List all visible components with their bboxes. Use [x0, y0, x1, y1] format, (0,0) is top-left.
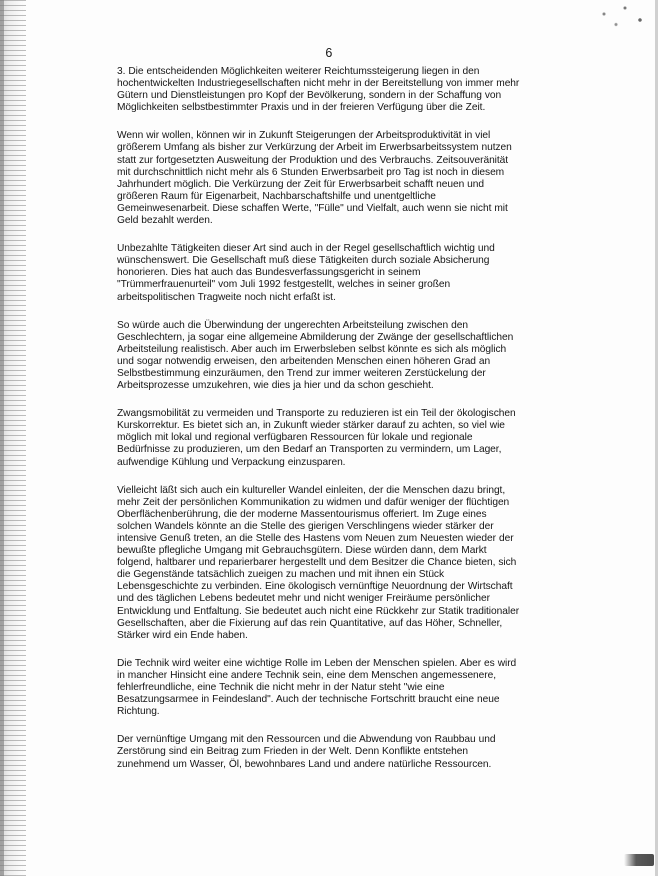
document-body	[117, 66, 521, 787]
paragraph-arbeitsteilung: So würde auch die Überwindung der ungerechten Arbeitsteilung zwischen den Geschlechtern, ja sogar eine allgemeine Abmilderung der Zwänge der gesellschaftlichen Arbeitsteilung realistisch. Aber auch im Erwerbsleben selbst könnte es sich als möglich und sogar notwendig erweisen, den arbeitenden Menschen einen höheren Grad an Selbstbestimmung einzuräumen, den Trend zur immer weiteren Zerstückelung der Arbeitsprozesse umzukehren, wie dies ja hier und da schon geschieht.	[117, 319, 514, 392]
paragraph-kultureller-wandel: Vielleicht läßt sich auch ein kultureller Wandel einleiten, der die Menschen dazu bringt, mehr Zeit der persönlichen Kommunikation zu widmen und dafür weniger der flüchtigen Oberflächenberührung, die der moderne Massentourismus offeriert. Im Zuge eines solchen Wandels könnte an die Stelle des gierigen Verschlingens wieder stärker der intensive Genuß treten, an die Stelle des Hastens vom Neuen zum Neuesten wieder der bewußte pflegliche Umgang mit Gebrauchsgütern. Diese würden dann, dem Markt folgend, haltbarer und reparierbarer hergestellt und dem Besitzer die Chance bieten, sich die Gegenstände tatsächlich zueigen zu machen und mit ihnen ein Stück Lebensgeschichte zu verbinden. Eine ökologisch vernünftige Neuordnung der Wirtschaft und des täglichen Lebens bedeutet mehr und nicht weniger Freiräume persönlicher Entwicklung und Entfaltung. Sie bedeutet auch nicht eine Rückkehr zur Statik traditionaler Gesellschaften, aber die Fixierung auf das rein Quantitative, auf das Höher, Schneller, Stärker wird ein Ende haben.	[117, 484, 520, 641]
scan-speckle	[592, 2, 652, 32]
scan-edge-line	[0, 0, 4, 876]
paragraph-ressourcen: Der vernünftige Umgang mit den Ressourcen und die Abwendung von Raubbau und Zerstörung sind ein Beitrag zum Frieden in der Welt. Denn Konflikte entstehen zunehmend um Wasser, Öl, bewohnbares Land und andere natürliche Ressourcen.	[117, 734, 496, 770]
page-number: 6	[325, 46, 333, 60]
paragraph-reichtumssteigerung: 3. Die entscheidenden Möglichkeiten weiterer Reichtumssteigerung liegen in den hochentwickelten Industriegesellschaften nicht mehr in der Bereitstellung von immer mehr Gütern und Dienstleistungen pro Kopf der Bevölkerung, sondern in der Schaffung von Möglichkeiten selbstbestimmter Praxis und in der freieren Verfügung über die Zeit.	[117, 66, 520, 114]
scan-smudge	[624, 854, 654, 866]
paragraph-zwangsmobilitaet: Zwangsmobilität zu vermeiden und Transporte zu reduzieren ist ein Teil der ökologischen Kurskorrektur. Es bietet sich an, in Zukunft wieder stärker darauf zu achten, so viel wie möglich mit lokal und regional verfügbaren Ressourcen für lokale und regionale Bedürfnisse zu produzieren, um den Bedarf an Transporten zu vermindern, um Lager, aufwendige Kühlung und Verpackung einzusparen.	[117, 408, 516, 468]
paragraph-technik: Die Technik wird weiter eine wichtige Rolle im Leben der Menschen spielen. Aber es wird in mancher Hinsicht eine andere Technik sein, eine dem Menschen angemessenere, fehlerfreundliche, eine Technik die nicht mehr in der Natur steht "wie eine Besatzungsarmee in Feindesland". Auch der technische Fortschritt braucht eine neue Richtung.	[117, 657, 517, 718]
paragraph-unbezahlte-taetigkeiten: Unbezahlte Tätigkeiten dieser Art sind auch in der Regel gesellschaftlich wichtig und wünschenswert. Die Gesellschaft muß diese Tätigkeiten durch soziale Absicherung honorieren. Dies hat auch das Bundesverfassungsgericht in seinem "Trümmerfrauenurteil" vom Juli 1992 festgestellt, welches in seiner großen arbeitspolitischen Tragweite noch nicht erfaßt ist.	[117, 243, 495, 303]
paragraph-arbeitsproduktivitaet: Wenn wir wollen, können wir in Zukunft Steigerungen der Arbeitsproduktivität in viel größerem Umfang als bisher zur Verkürzung der Arbeit im Erwerbsarbeitssystem nutzen statt zur fortgesetzten Ausweitung der Produktion und des Verbrauchs. Zeitsouveränität mit durchschnittlich nicht mehr als 6 Stunden Erwerbsarbeit pro Tag ist noch in diesem Jahrhundert möglich. Die Verkürzung der Zeit für Erwerbsarbeit schafft neuen und größeren Raum für Eigenarbeit, Nachbarschaftshilfe und unentgeltliche Gemeinwesenarbeit. Diese schaffen Werte, "Fülle" und Vielfalt, auch wenn sie nicht mit Geld bezahlt werden.	[117, 130, 512, 227]
